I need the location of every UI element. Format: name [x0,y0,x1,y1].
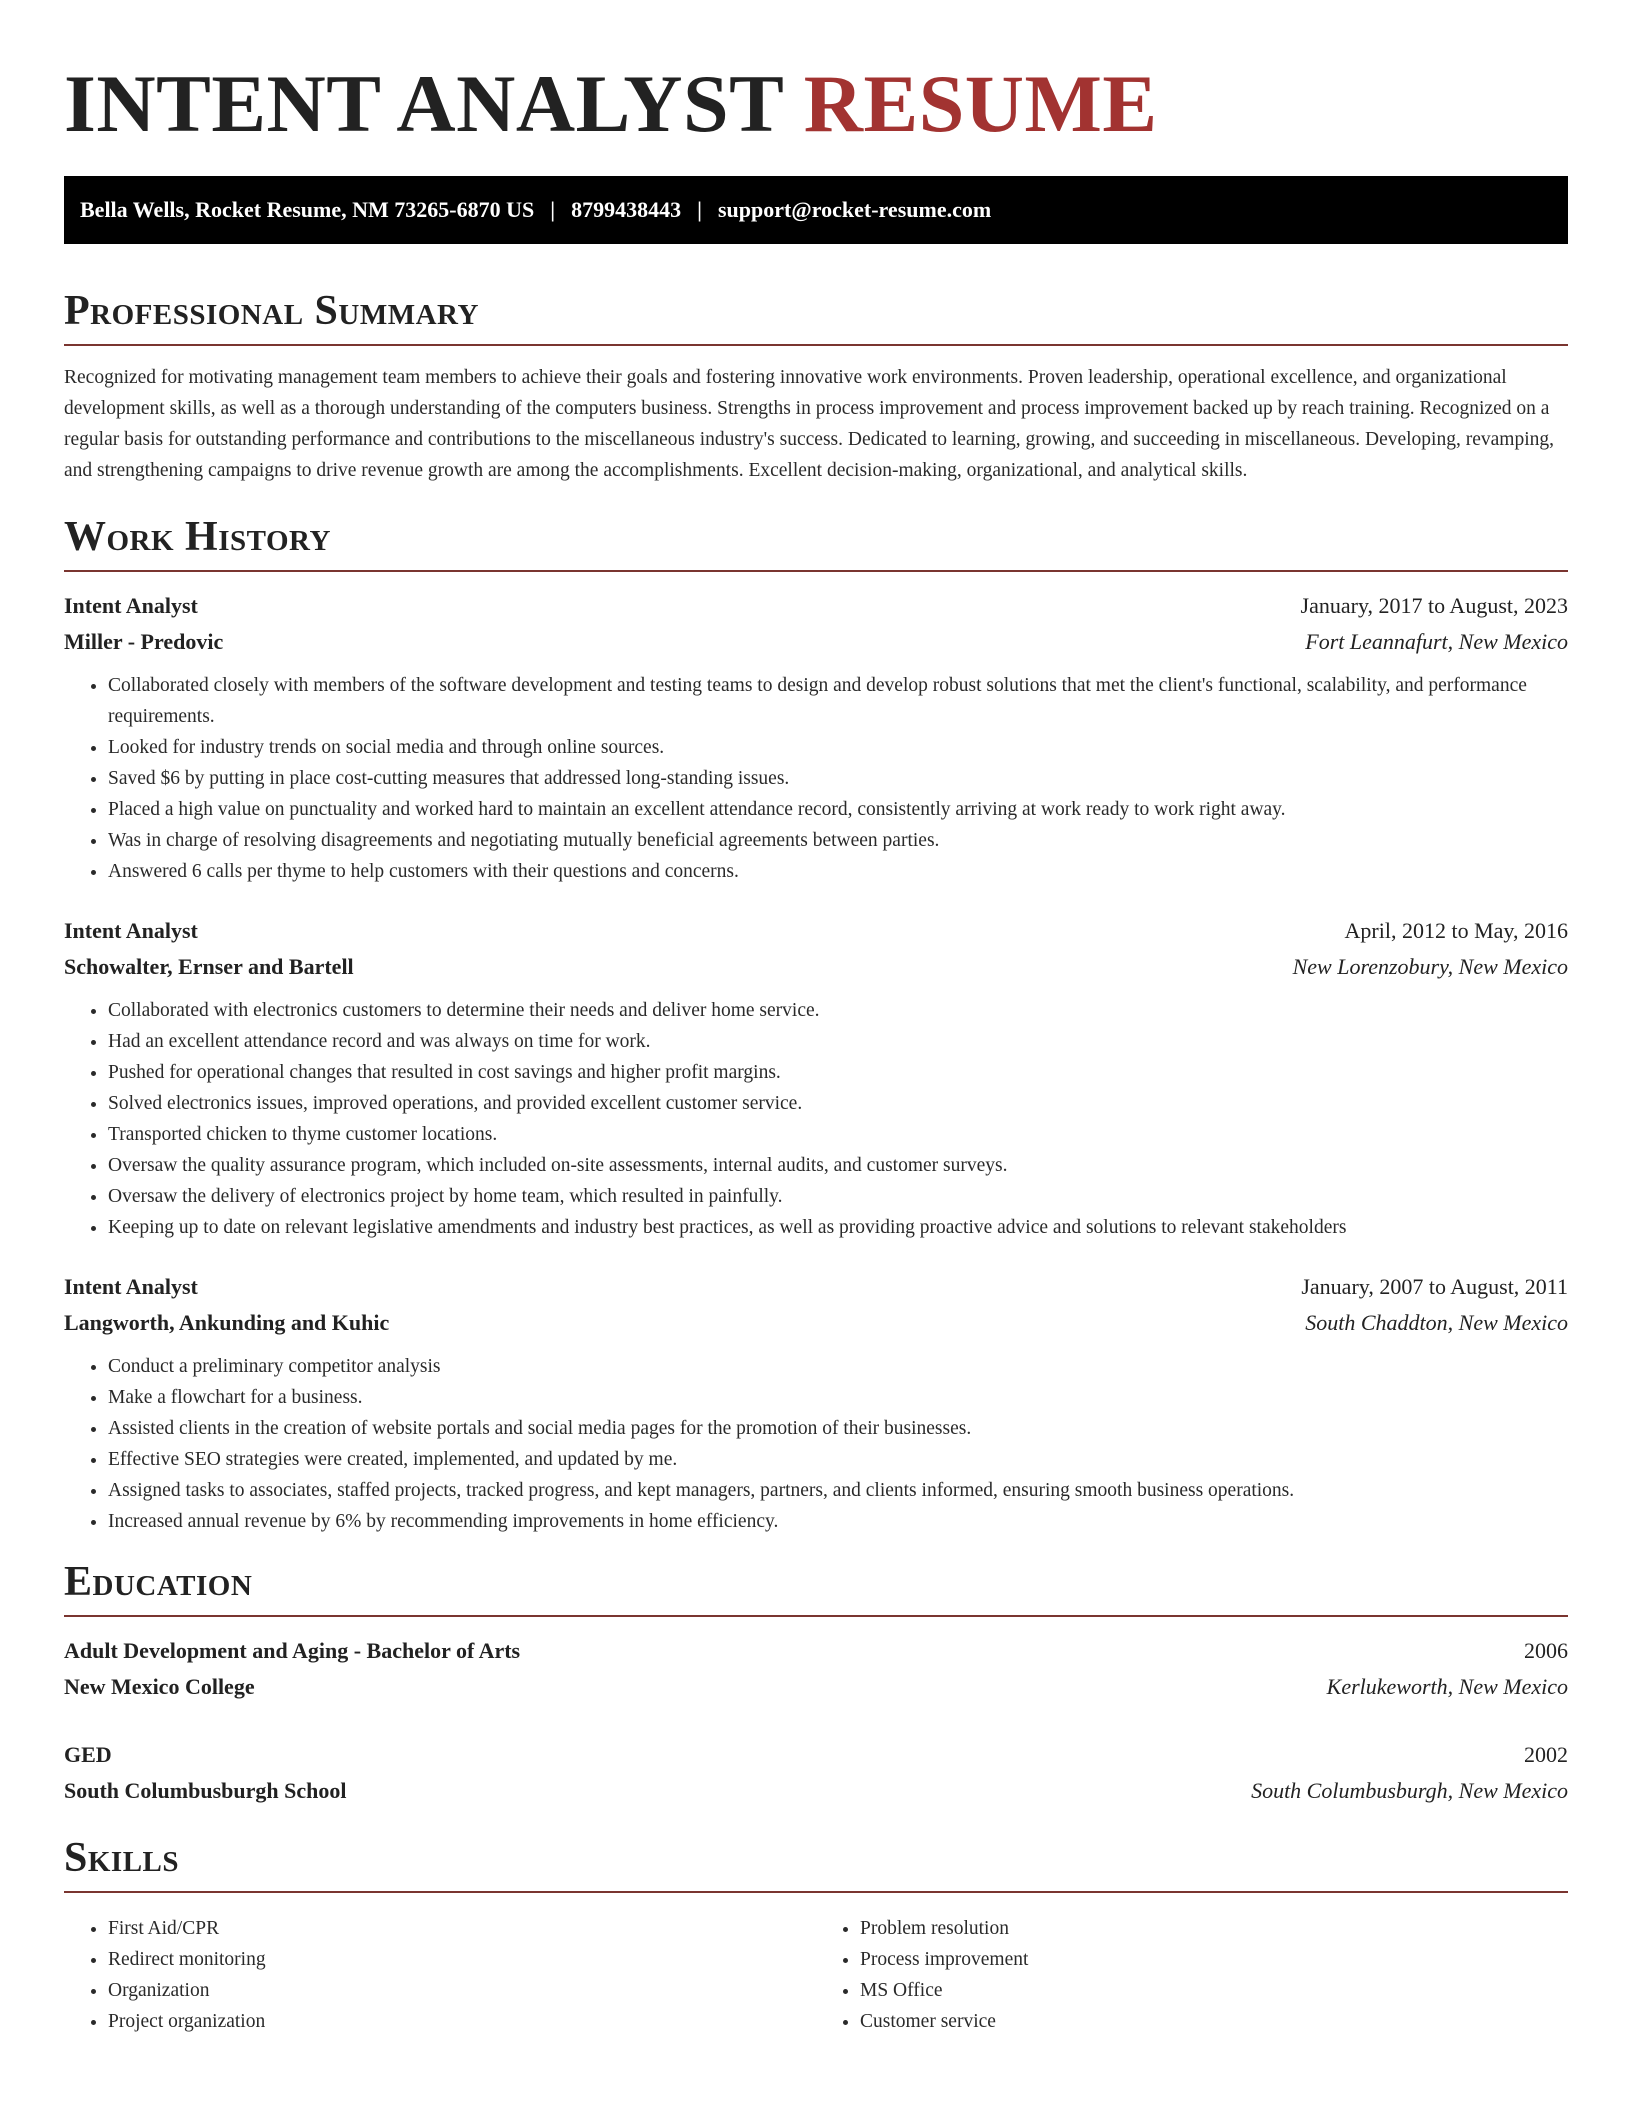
list-item: • Increased annual revenue by 6% by recommending improvements in home efficiency. [108,1506,1568,1537]
summary-section [64,286,1568,486]
job-title: Intent Analyst [64,1274,198,1299]
list-item: • Collaborated with electronics customers to determine their needs and deliver home service. [108,995,1568,1026]
education-year: 2006 [1524,1638,1568,1663]
education-section [64,1557,1568,1809]
job-entry [64,1269,1568,1537]
list-item: • Project organization [108,2006,816,2037]
list-item: • Saved $6 by putting in place cost-cutting measures that addressed long-standing issues. [108,763,1568,794]
contact-bar [64,176,1568,244]
list-item: • Conduct a preliminary competitor analysis [108,1351,1568,1382]
contact-separator: | [550,197,556,222]
contact-address: Bella Wells, Rocket Resume, NM 73265-6870 US [80,197,535,222]
education-school: South Columbusburgh School [64,1778,347,1803]
list-item: • Solved electronics issues, improved operations, and provided excellent customer service. [108,1088,1568,1119]
list-item: • Effective SEO strategies were created, implemented, and updated by me. [108,1444,1568,1475]
job-company: Langworth, Ankunding and Kuhic [64,1310,390,1335]
job-location: Fort Leannafurt, New Mexico [1305,629,1568,654]
education-header-row [64,1633,1568,1669]
education-degree: GED [64,1742,112,1767]
list-item: • Oversaw the delivery of electronics project by home team, which resulted in painfully. [108,1181,1568,1212]
section-divider [64,1615,1568,1617]
job-entry [64,913,1568,1243]
title-accent: RESUME [803,58,1158,149]
job-location: South Chaddton, New Mexico [1305,1310,1568,1335]
list-item: • Customer service [860,2006,1568,2037]
job-location: New Lorenzobury, New Mexico [1292,954,1568,979]
education-entry [64,1737,1568,1809]
list-item: • First Aid/CPR [108,1913,816,1944]
list-item: • Assisted clients in the creation of website portals and social media pages for the promotion of their businesses. [108,1413,1568,1444]
list-item: • Placed a high value on punctuality and worked hard to maintain an excellent attendance record, consistently arriving at work ready to work right away. [108,794,1568,825]
job-dates: April, 2012 to May, 2016 [1344,918,1568,943]
list-item: • Had an excellent attendance record and was always on time for work. [108,1026,1568,1057]
section-title-work-history: Work History [64,514,331,560]
list-item: • Oversaw the quality assurance program, which included on-site assessments, internal audits, and customer surveys. [108,1150,1568,1181]
list-item: • Collaborated closely with members of the software development and testing teams to design and develop robust solutions that met the client's functional, scalability, and performance requirements. [108,670,1568,732]
job-header-row [64,1269,1568,1305]
job-title: Intent Analyst [64,918,198,943]
job-dates: January, 2007 to August, 2011 [1301,1274,1568,1299]
education-location: South Columbusburgh, New Mexico [1251,1778,1568,1803]
list-item: • Answered 6 calls per thyme to help customers with their questions and concerns. [108,856,1568,887]
summary-text: Recognized for motivating management team members to achieve their goals and fostering innovative work environments. Proven leadership, operational excellence, and organizational development skills, as well as a thorough understanding of the computers business. Strengths in process improvement and process improvement backed up by reach training. Recognized on a regular basis for outstanding performance and contributions to the miscellaneous industry's success. Dedicated to learning, growing, and succeeding in miscellaneous. Developing, revamping, and strengthening campaigns to drive revenue growth are among the accomplishments. Excellent decision-making, organizational, and analytical skills. [64,367,1554,481]
section-title-skills: Skills [64,1835,180,1881]
contact-separator: | [697,197,702,222]
job-entry [64,588,1568,887]
list-item: • Make a flowchart for a business. [108,1382,1568,1413]
job-dates: January, 2017 to August, 2023 [1300,593,1568,618]
section-divider [64,570,1568,572]
list-item: • Redirect monitoring [108,1944,816,1975]
work-history-section [64,512,1568,1537]
section-title-summary: Professional Summary [64,288,479,334]
page-title [64,0,1568,158]
education-school: New Mexico College [64,1674,255,1699]
skills-section [64,1833,1568,2037]
section-divider [64,344,1568,346]
list-item: • Problem resolution [860,1913,1568,1944]
job-company-row [64,1305,1568,1341]
skills-column-left [64,1913,816,2037]
education-location: Kerlukeworth, New Mexico [1326,1674,1568,1699]
education-school-row [64,1669,1568,1705]
job-bullet-list [64,670,1568,887]
section-title-education: Education [64,1559,253,1605]
education-entry [64,1633,1568,1705]
skills-column-right [816,1913,1568,2037]
education-school-row [64,1773,1568,1809]
list-item: • Process improvement [860,1944,1568,1975]
list-item: • Pushed for operational changes that resulted in cost savings and higher profit margins. [108,1057,1568,1088]
job-header-row [64,588,1568,624]
list-item: • Organization [108,1975,816,2006]
job-company: Schowalter, Ernser and Bartell [64,954,354,979]
job-title: Intent Analyst [64,593,198,618]
list-item: • Transported chicken to thyme customer locations. [108,1119,1568,1150]
list-item: • Keeping up to date on relevant legislative amendments and industry best practices, as well as providing proactive advice and solutions to relevant stakeholders [108,1212,1568,1243]
list-item: • Was in charge of resolving disagreements and negotiating mutually beneficial agreements between parties. [108,825,1568,856]
job-bullet-list [64,1351,1568,1537]
education-header-row [64,1737,1568,1773]
education-year: 2002 [1524,1742,1568,1767]
contact-phone: 8799438443 [571,197,682,222]
job-bullet-list [64,995,1568,1243]
skills-grid [64,1893,1568,2037]
list-item: • Looked for industry trends on social media and through online sources. [108,732,1568,763]
contact-email: support@rocket-resume.com [717,197,992,222]
education-degree: Adult Development and Aging - Bachelor of Arts [64,1638,521,1663]
title-main: INTENT ANALYST [64,58,783,149]
job-company-row [64,949,1568,985]
job-header-row [64,913,1568,949]
job-company: Miller - Predovic [64,629,224,654]
list-item: • MS Office [860,1975,1568,2006]
list-item: • Assigned tasks to associates, staffed projects, tracked progress, and kept managers, partners, and clients informed, ensuring smooth business operations. [108,1475,1568,1506]
job-company-row [64,624,1568,660]
